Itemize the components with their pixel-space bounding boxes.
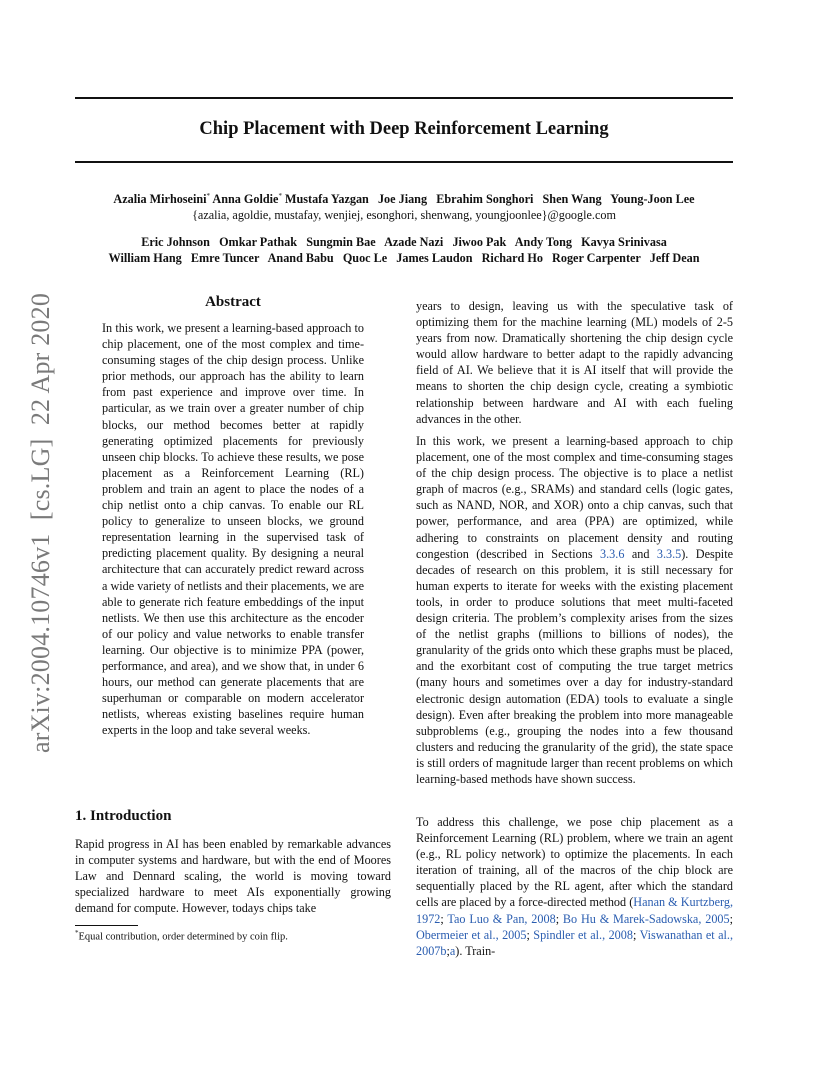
abstract-text: In this work, we present a learning-based approach to chip placement, one of the most complex and time-consuming stages of the chip design process. Unlike prior methods, our approach has the ability to learn from past experience and improve over time. In particular, as we train over a greater number of chip blocks, our method becomes better at rapidly generating optimized placements for previously unseen chip blocks. To achieve these results, we pose placement as a Reinforcement Learning (RL) problem and train an agent to place the nodes of a chip netlist onto a chip canvas. To enable our RL policy to generalize to unseen blocks, we ground representation learning in the supervised task of predicting placement quality. By designing a neural architecture that can accurately predict reward across a wide variety of netlists and their placements, we are able to generate rich feature embeddings of the input netlists. We then use this architecture as the encoder of our policy and value networks to enable transfer learning. Our objective is to minimize PPA (power, performance, and area), and we show that, in under 6 hours, our method can generate placements that are superhuman or comparable on modern accelerator netlists, whereas existing baselines require human experts in the loop and take several weeks.	[102, 321, 364, 738]
separator: ;	[526, 927, 534, 942]
citation-link[interactable]: Spindler et al., 2008	[533, 927, 633, 942]
title-bottom-rule	[75, 161, 733, 163]
citation-link[interactable]: Hanan & Kurtzberg, 1972	[416, 895, 733, 926]
section-ref-link[interactable]: 3.3.5	[656, 546, 682, 561]
introduction-paragraph: Rapid progress in AI has been enabled by remarkable advances in computer systems and hardware, but with the end of Moores Law and Dennard scaling, the world is moving toward specialized hardware to meet AIs exponentially growing demand for compute. However, todays chips take	[75, 837, 391, 916]
arxiv-sidebar	[19, 285, 64, 760]
equal-contribution-mark: *	[206, 192, 211, 200]
equal-contribution-mark: *	[278, 192, 282, 200]
paragraph-text: and	[624, 546, 657, 561]
citation-link[interactable]: Obermeier et al., 2005	[416, 927, 527, 942]
author-list-1	[60, 192, 748, 207]
right-paragraph-3: To address this challenge, we pose chip placement as a Reinforcement Learning (RL) problem, where we train an agent (e.g., RL policy network) to optimize the placements. In each iteration of training, all of the macros of the chip block are sequentially placed by the RL agent, after which the standard cells are placed by a force-directed method (Hanan & Kurtzberg, 1972; Tao Luo & Pan, 2008; Bo Hu & Marek-Sadowska, 2005; Obermeier et al., 2005; Spindler et al., 2008; Viswanathan et al., 2007b;a). Train-	[416, 815, 734, 958]
footnote-text: Equal contribution, order determined by coin flip.	[78, 931, 288, 943]
footnote-mark: *	[75, 929, 79, 937]
paragraph-text: In this work, we present a learning-based approach to chip placement, one of the most complex and time-consuming stages of the chip design process. The objective is to place a netlist graph of macros (e.g., SRAMs) and standard cells (logic gates, such as NAND, NOR, and XOR) onto a chip canvas, such that power, performance, and area (PPA) are optimized, while adhering to constraints on placement density and routing congestion (described in Sections	[416, 434, 733, 561]
paragraph-text: ). Train-	[455, 943, 496, 958]
paragraph-text: To address this challenge, we pose chip placement as a Reinforcement Learning (RL) problem, where we train an agent (e.g., RL policy network) to optimize the placements. In each iteration of training, all of the macros of the chip block are sequentially placed by the RL agent, after which the standard cells are placed by a force-directed method (	[416, 815, 733, 910]
introduction-heading: 1. Introduction	[75, 808, 172, 824]
citation-link[interactable]: Tao Luo & Pan, 2008	[447, 911, 556, 926]
citation-link[interactable]: a	[449, 943, 456, 958]
author-emails: {azalia, agoldie, mustafay, wenjiej, esonghori, shenwang, youngjoonlee}@google.com	[192, 208, 616, 222]
citation-link[interactable]: Viswanathan et al., 2007b	[416, 927, 734, 958]
abstract-heading: Abstract	[205, 294, 261, 310]
separator: ;	[632, 927, 640, 942]
paper-title: Chip Placement with Deep Reinforcement Learning	[199, 119, 609, 139]
separator: ;	[729, 911, 733, 926]
author-name: Azalia Mirhoseini	[113, 192, 207, 207]
separator: ;	[555, 911, 563, 926]
author-names: Mustafa Yazgan Joe Jiang Ebrahim Songhori Shen Wang Young-Joon Lee	[284, 192, 695, 207]
section-ref-link[interactable]: 3.3.6	[600, 546, 625, 561]
right-paragraph-2	[416, 433, 733, 787]
paragraph-text: ). Despite decades of research on this problem, it is still necessary for human experts to iterate for weeks with the existing placement tools, in order to produce solutions that meet multi-faceted design criteria. The problem’s complexity arises from the sizes of the netlist graphs (millions to billions of nodes), the granularity of the grids onto which these graphs must be placed, and the exorbitant cost of computing the true target metrics (many hours and sometimes over a day for industry-standard electronic design automation (EDA) tools to evaluate a single design). Even after breaking the problem into more manageable subproblems (e.g., grouping the nodes into a few thousand clusters and reducing the granularity of the grid), the state space is still orders of magnitude larger than recent problems on which learning-based methods have shown success.	[416, 546, 733, 786]
right-paragraph-1: years to design, leaving us with the speculative task of optimizing them for the machine learning (ML) models of 2-5 years from now. Dramatically shortening the chip design cycle would allow hardware to better adapt to the rapidly advancing field of AI. We believe that it is AI itself that will provide the means to shorten the chip design cycle, creating a symbiotic relationship between hardware and AI with each fueling advances in the other.	[416, 299, 733, 426]
separator: ;	[440, 911, 448, 926]
footnote	[75, 929, 288, 943]
author-list-2: Eric Johnson Omkar Pathak Sungmin Bae Azade Nazi Jiwoo Pak Andy Tong Kavya Srinivasa	[141, 235, 667, 249]
citation-link[interactable]: Bo Hu & Marek-Sadowska, 2005	[562, 911, 730, 926]
top-rule	[75, 97, 733, 99]
author-name: Anna Goldie	[212, 192, 279, 207]
author-list-3: William Hang Emre Tuncer Anand Babu Quoc Le James Laudon Richard Ho Roger Carpenter Jeff Dean	[108, 251, 700, 265]
arxiv-identifier: arXiv:2004.10746v1 [cs.LG] 22 Apr 2020	[26, 292, 56, 753]
footnote-rule	[75, 925, 138, 926]
